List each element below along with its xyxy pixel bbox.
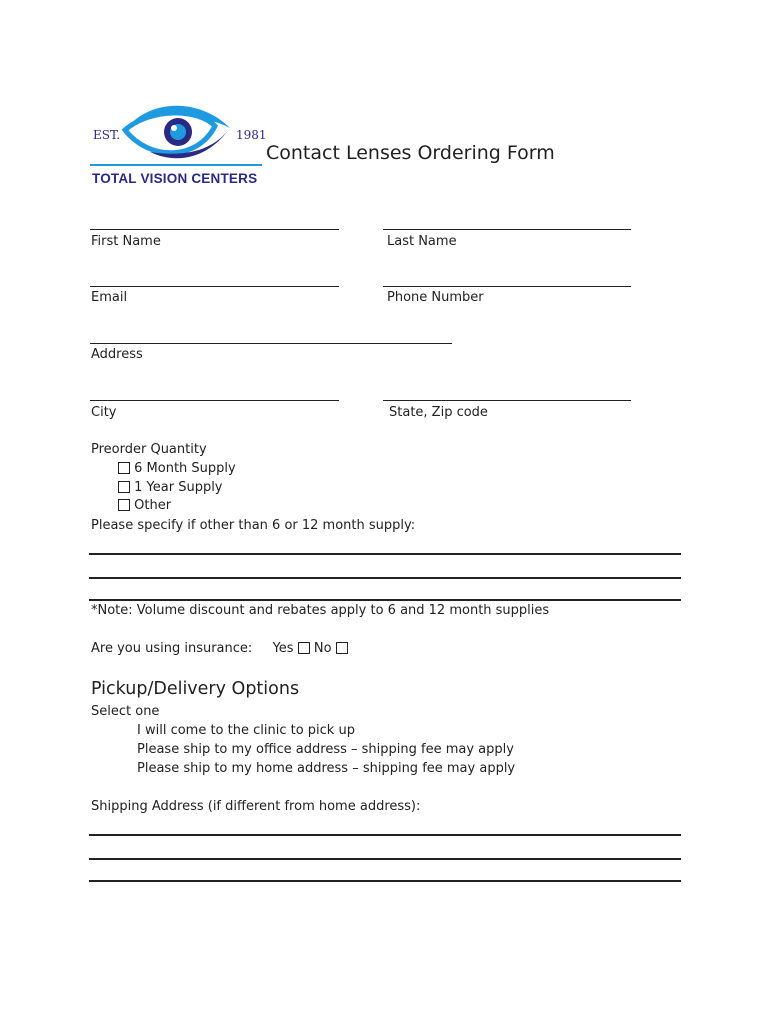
logo: [90, 100, 265, 195]
logo-divider: [90, 164, 262, 166]
state-zip-input[interactable]: [383, 377, 633, 399]
shipping-line-3: [89, 880, 681, 882]
insurance-question: Are you using insurance:: [91, 641, 253, 656]
form-title: Contact Lenses Ordering Form: [266, 142, 555, 164]
phone-underline: [383, 286, 631, 287]
insurance-no-label: No: [313, 641, 332, 656]
shipping-input-3[interactable]: [90, 858, 682, 880]
logo-name: TOTAL VISION CENTERS: [92, 171, 258, 186]
other-label: Other: [134, 498, 172, 513]
shipping-address-label: Shipping Address (if different from home address):: [91, 799, 421, 814]
last-name-input[interactable]: [383, 206, 633, 228]
preorder-option-1-year: [118, 480, 223, 495]
preorder-specify-label: Please specify if other than 6 or 12 month supply:: [91, 518, 416, 533]
email-label: Email: [91, 290, 128, 305]
six-month-label: 6 Month Supply: [134, 461, 236, 476]
insurance-no-checkbox[interactable]: [336, 642, 348, 654]
phone-input[interactable]: [383, 263, 633, 285]
six-month-checkbox[interactable]: [118, 462, 130, 474]
first-name-input[interactable]: [90, 206, 340, 228]
pickup-select-label: Select one: [91, 704, 160, 719]
pickup-option-office[interactable]: Please ship to my office address – shipping fee may apply: [137, 742, 514, 757]
specify-line-2: [89, 577, 681, 579]
preorder-option-6-month: [118, 461, 236, 476]
state-zip-underline: [383, 400, 631, 401]
insurance-yes-checkbox[interactable]: [298, 642, 310, 654]
first-name-label: First Name: [91, 234, 161, 249]
email-input[interactable]: [90, 263, 340, 285]
state-zip-label: State, Zip code: [389, 405, 488, 420]
first-name-underline: [90, 229, 339, 230]
last-name-underline: [383, 229, 631, 230]
phone-label: Phone Number: [387, 290, 484, 305]
address-input[interactable]: [90, 320, 454, 342]
one-year-checkbox[interactable]: [118, 481, 130, 493]
logo-est: EST.: [93, 128, 121, 142]
specify-line-3: [89, 599, 681, 601]
preorder-heading: Preorder Quantity: [91, 442, 207, 457]
city-input[interactable]: [90, 377, 340, 399]
insurance-row: [91, 641, 348, 656]
logo-year: 1981: [236, 128, 267, 142]
pickup-option-clinic[interactable]: I will come to the clinic to pick up: [137, 723, 355, 738]
pickup-heading: Pickup/Delivery Options: [91, 679, 300, 699]
city-underline: [90, 400, 339, 401]
shipping-input-1[interactable]: [90, 812, 682, 834]
email-underline: [90, 286, 339, 287]
note-text: *Note: Volume discount and rebates apply to 6 and 12 month supplies: [91, 603, 550, 618]
specify-input-2[interactable]: [90, 555, 682, 577]
shipping-input-2[interactable]: [90, 836, 682, 858]
one-year-label: 1 Year Supply: [134, 480, 223, 495]
pickup-option-home[interactable]: Please ship to my home address – shipping fee may apply: [137, 761, 516, 776]
city-label: City: [91, 405, 117, 420]
address-underline: [90, 343, 452, 344]
address-label: Address: [91, 347, 143, 362]
preorder-option-other: [118, 498, 171, 513]
insurance-yes-label: Yes: [272, 641, 294, 656]
last-name-label: Last Name: [387, 234, 457, 249]
other-checkbox[interactable]: [118, 499, 130, 511]
specify-input-1[interactable]: [90, 531, 682, 553]
